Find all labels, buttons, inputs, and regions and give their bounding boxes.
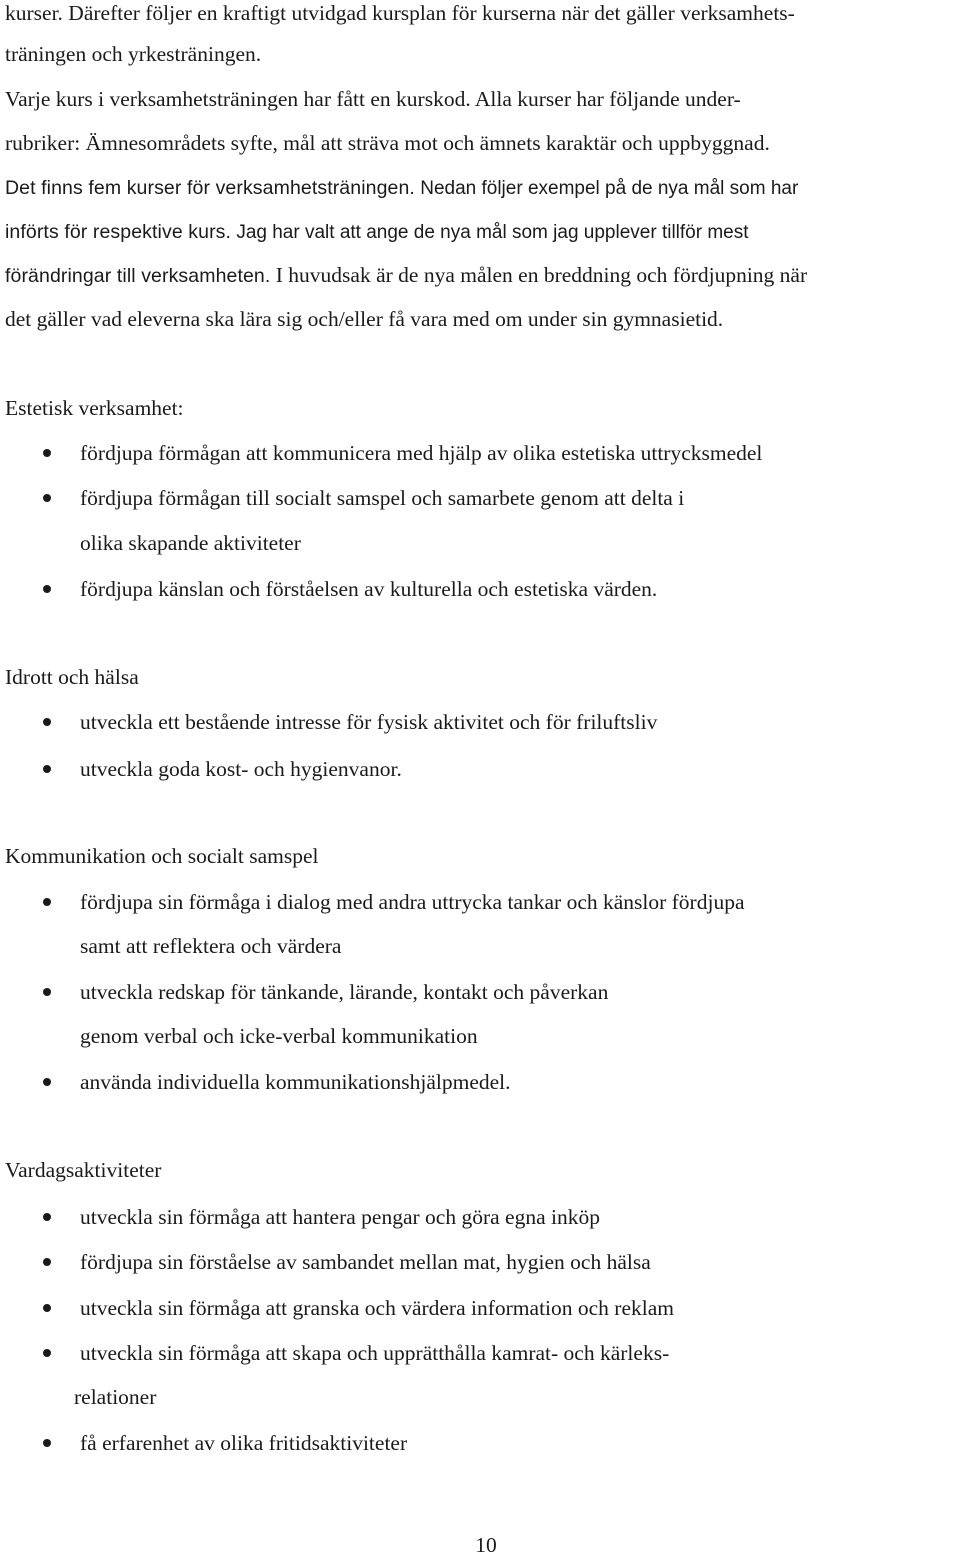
list-item: utveckla goda kost- och hygienvanor. xyxy=(80,757,402,781)
list-item: utveckla sin förmåga att granska och värdera information och reklam xyxy=(80,1296,675,1320)
intro-line-7-tail: I huvudsak är de nya målen en breddning och fördjupning när xyxy=(270,263,808,287)
list-item: utveckla sin förmåga att hantera pengar och göra egna inköp xyxy=(80,1205,600,1229)
list-item-continuation: relationer xyxy=(74,1385,157,1409)
list-item: fördjupa sin förmåga i dialog med andra uttrycka tankar och känslor fördjupa xyxy=(80,890,745,914)
bullet-icon xyxy=(43,585,51,593)
list-item: utveckla redskap för tänkande, lärande, kontakt och påverkan xyxy=(80,980,609,1004)
bullet-icon xyxy=(43,765,51,773)
intro-line-6 xyxy=(5,218,749,246)
bullet-icon xyxy=(43,1078,51,1086)
bullet-icon xyxy=(43,1304,51,1312)
intro-line-1: kurser. Därefter följer en kraftigt utvidgad kursplan för kurserna när det gäller verksamhets- xyxy=(5,1,795,25)
list-item: fördjupa sin förståelse av sambandet mellan mat, hygien och hälsa xyxy=(80,1250,651,1274)
intro-line-6-sans: införts för respektive kurs. xyxy=(5,221,232,243)
intro-line-8: det gäller vad eleverna ska lära sig och/eller få vara med om under sin gymnasietid. xyxy=(5,307,724,331)
intro-line-2: träningen och yrkesträningen. xyxy=(5,42,262,66)
section-heading-kommunikation: Kommunikation och socialt samspel xyxy=(5,844,319,868)
list-item-continuation: olika skapande aktiviteter xyxy=(80,531,301,555)
bullet-icon xyxy=(43,898,51,906)
intro-line-3: Varje kurs i verksamhetsträningen har fått en kurskod. Alla kurser har följande under- xyxy=(5,87,741,111)
list-item-continuation: samt att reflektera och värdera xyxy=(80,934,342,958)
bullet-icon xyxy=(43,1349,51,1357)
section-heading-estetisk: Estetisk verksamhet: xyxy=(5,396,184,420)
list-item: utveckla sin förmåga att skapa och upprätthålla kamrat- och kärleks- xyxy=(80,1341,670,1365)
bullet-icon xyxy=(43,988,51,996)
bullet-icon xyxy=(43,1258,51,1266)
list-item: utveckla ett bestående intresse för fysisk aktivitet och för friluftsliv xyxy=(80,710,658,734)
bullet-icon xyxy=(43,1213,51,1221)
intro-line-7 xyxy=(5,262,807,289)
list-item: fördjupa känslan och förståelsen av kulturella och estetiska värden. xyxy=(80,577,658,601)
section-heading-idrott: Idrott och hälsa xyxy=(5,665,139,689)
intro-line-5 xyxy=(5,174,798,202)
intro-line-7-sans: förändringar till verksamheten. xyxy=(5,265,271,287)
intro-line-5-tail: Nedan följer exempel på de nya mål som har xyxy=(414,178,799,199)
bullet-icon xyxy=(43,449,51,457)
page-number: 10 xyxy=(475,1533,497,1557)
intro-line-6-tail: Jag har valt att ange de nya mål som jag upplever tillför mest xyxy=(231,222,749,243)
intro-line-5-sans: Det finns fem kurser för verksamhetsträningen. xyxy=(5,177,415,199)
list-item: fördjupa förmågan att kommunicera med hjälp av olika estetiska uttrycksmedel xyxy=(80,441,763,465)
list-item: fördjupa förmågan till socialt samspel och samarbete genom att delta i xyxy=(80,486,685,510)
list-item: få erfarenhet av olika fritidsaktiviteter xyxy=(80,1431,408,1455)
bullet-icon xyxy=(43,718,51,726)
bullet-icon xyxy=(43,494,51,502)
bullet-icon xyxy=(43,1439,51,1447)
section-heading-vardagsaktiviteter: Vardagsaktiviteter xyxy=(5,1158,162,1182)
list-item: använda individuella kommunikationshjälpmedel. xyxy=(80,1070,511,1094)
intro-line-4: rubriker: Ämnesområdets syfte, mål att sträva mot och ämnets karaktär och uppbyggnad. xyxy=(5,131,770,155)
list-item-continuation: genom verbal och icke-verbal kommunikation xyxy=(80,1024,478,1048)
